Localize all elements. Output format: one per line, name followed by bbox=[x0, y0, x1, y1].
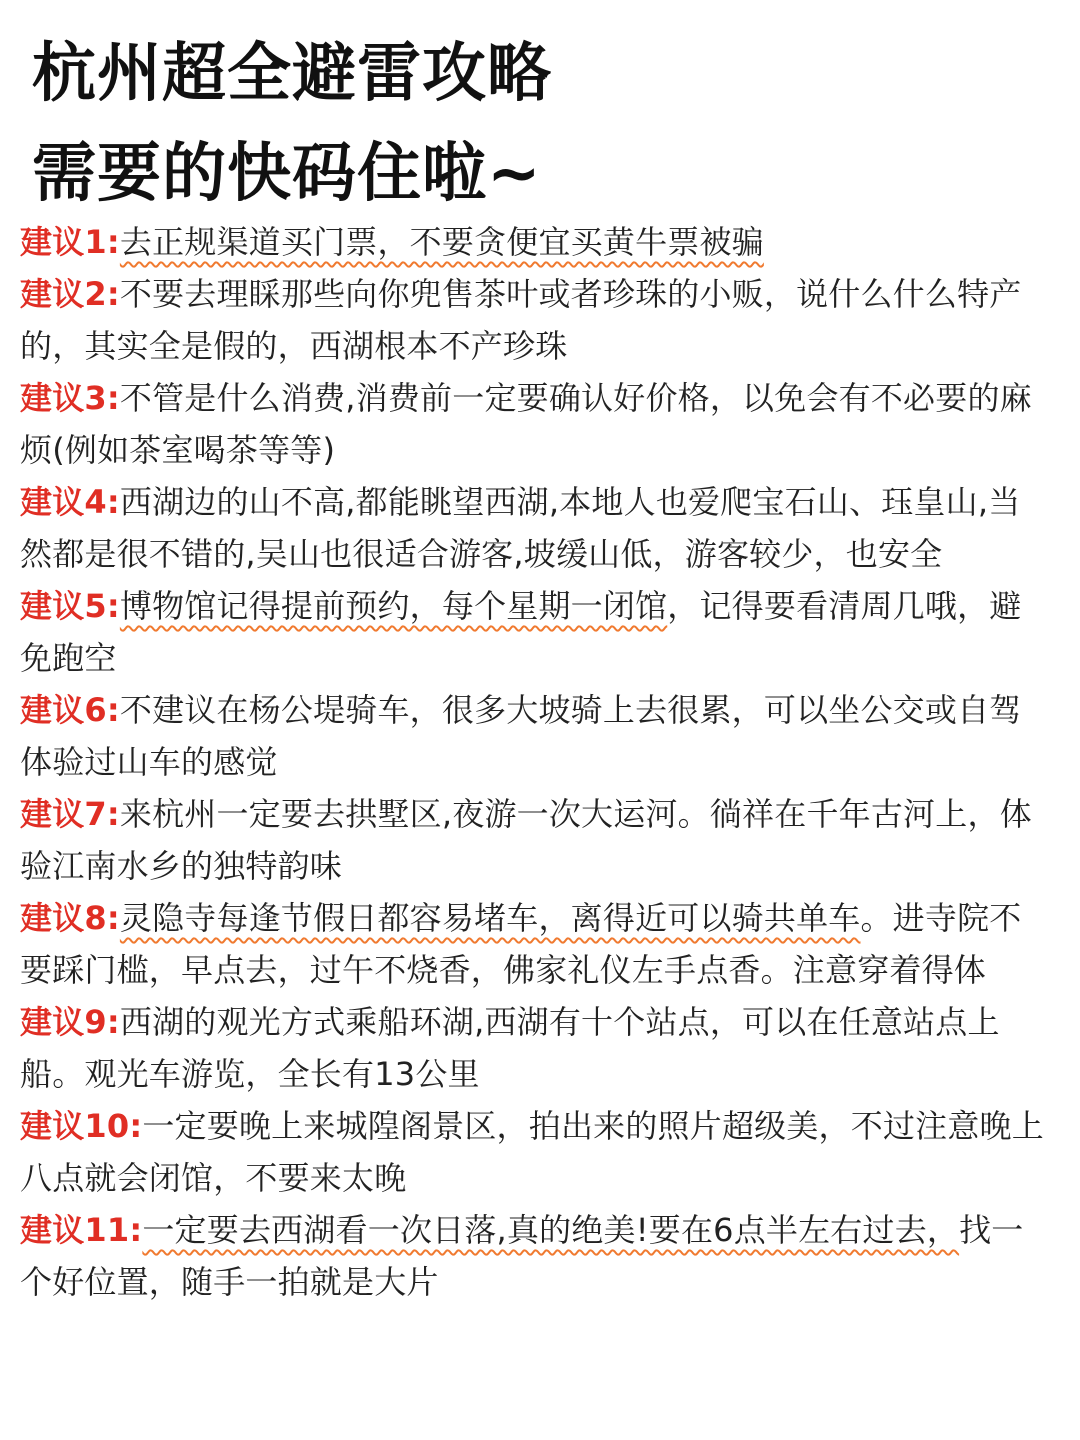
tip-label: 建议5: bbox=[20, 587, 120, 625]
tip-label: 建议1: bbox=[20, 223, 120, 261]
tip-highlight: 博物馆记得提前预约，每个星期一闭馆 bbox=[119, 587, 668, 625]
tip-text: 不管是什么消费,消费前一定要确认好价格，以免会有不必要的麻烦(例如茶室喝茶等等) bbox=[20, 379, 1032, 469]
tip-text: 西湖边的山不高,都能眺望西湖,本地人也爱爬宝石山、珏皇山,当然都是很不错的,吴山也很适合游客,坡缓山低，游客较少，也安全 bbox=[20, 483, 1021, 573]
tip-7 bbox=[20, 788, 1048, 892]
tip-label: 建议9: bbox=[20, 1003, 120, 1041]
tip-9 bbox=[20, 996, 1048, 1100]
tip-text: 来杭州一定要去拱墅区,夜游一次大运河。徜祥在千年古河上，体验江南水乡的独特韵味 bbox=[20, 795, 1032, 885]
title-line-2: 需要的快码住啦~ bbox=[32, 137, 542, 211]
tip-10 bbox=[20, 1100, 1048, 1204]
tip-label: 建议6: bbox=[20, 691, 120, 729]
tip-label: 建议4: bbox=[20, 483, 120, 521]
tips-list bbox=[20, 216, 1048, 1308]
tip-text: 不建议在杨公堤骑车，很多大坡骑上去很累，可以坐公交或自驾体验过山车的感觉 bbox=[20, 691, 1022, 781]
tip-2 bbox=[20, 268, 1048, 372]
tip-text: 西湖的观光方式乘船环湖,西湖有十个站点，可以在任意站点上船。观光车游览，全长有13公里 bbox=[20, 1003, 1000, 1093]
tip-highlight: 一定要去西湖看一次日落,真的绝美!要在6点半左右过去， bbox=[142, 1211, 960, 1249]
tip-highlight: 去正规渠道买门票，不要贪便宜买黄牛票被骗 bbox=[119, 223, 764, 261]
tip-3 bbox=[20, 372, 1048, 476]
tip-highlight: 灵隐寺每逢节假日都容易堵车，离得近可以骑共单车 bbox=[119, 899, 861, 937]
tip-label: 建议2: bbox=[20, 275, 120, 313]
tip-8 bbox=[20, 892, 1048, 996]
tip-text: ，记得要看清周几哦，避免跑空 bbox=[20, 587, 1022, 677]
tip-label: 建议8: bbox=[20, 899, 120, 937]
tip-1 bbox=[20, 216, 1048, 268]
tip-label: 建议3: bbox=[20, 379, 120, 417]
tip-text: 找一个好位置，随手一拍就是大片 bbox=[20, 1211, 1024, 1301]
tip-text: 一定要晚上来城隍阁景区，拍出来的照片超级美，不过注意晚上八点就会闭馆，不要来太晚 bbox=[20, 1107, 1044, 1197]
title-line-1: 杭州超全避雷攻略 bbox=[32, 37, 552, 111]
tip-label: 建议10: bbox=[20, 1107, 143, 1145]
tip-label: 建议11: bbox=[20, 1211, 143, 1249]
tip-6 bbox=[20, 684, 1048, 788]
tip-4 bbox=[20, 476, 1048, 580]
tip-label: 建议7: bbox=[20, 795, 120, 833]
tip-text: 不要去理睬那些向你兜售茶叶或者珍珠的小贩，说什么什么特产的，其实全是假的，西湖根本不产珍珠 bbox=[20, 275, 1022, 365]
tip-11 bbox=[20, 1204, 1048, 1308]
tip-text: 。进寺院不要踩门槛，早点去，过午不烧香，佛家礼仪左手点香。注意穿着得体 bbox=[20, 899, 1022, 989]
tip-5 bbox=[20, 580, 1048, 684]
